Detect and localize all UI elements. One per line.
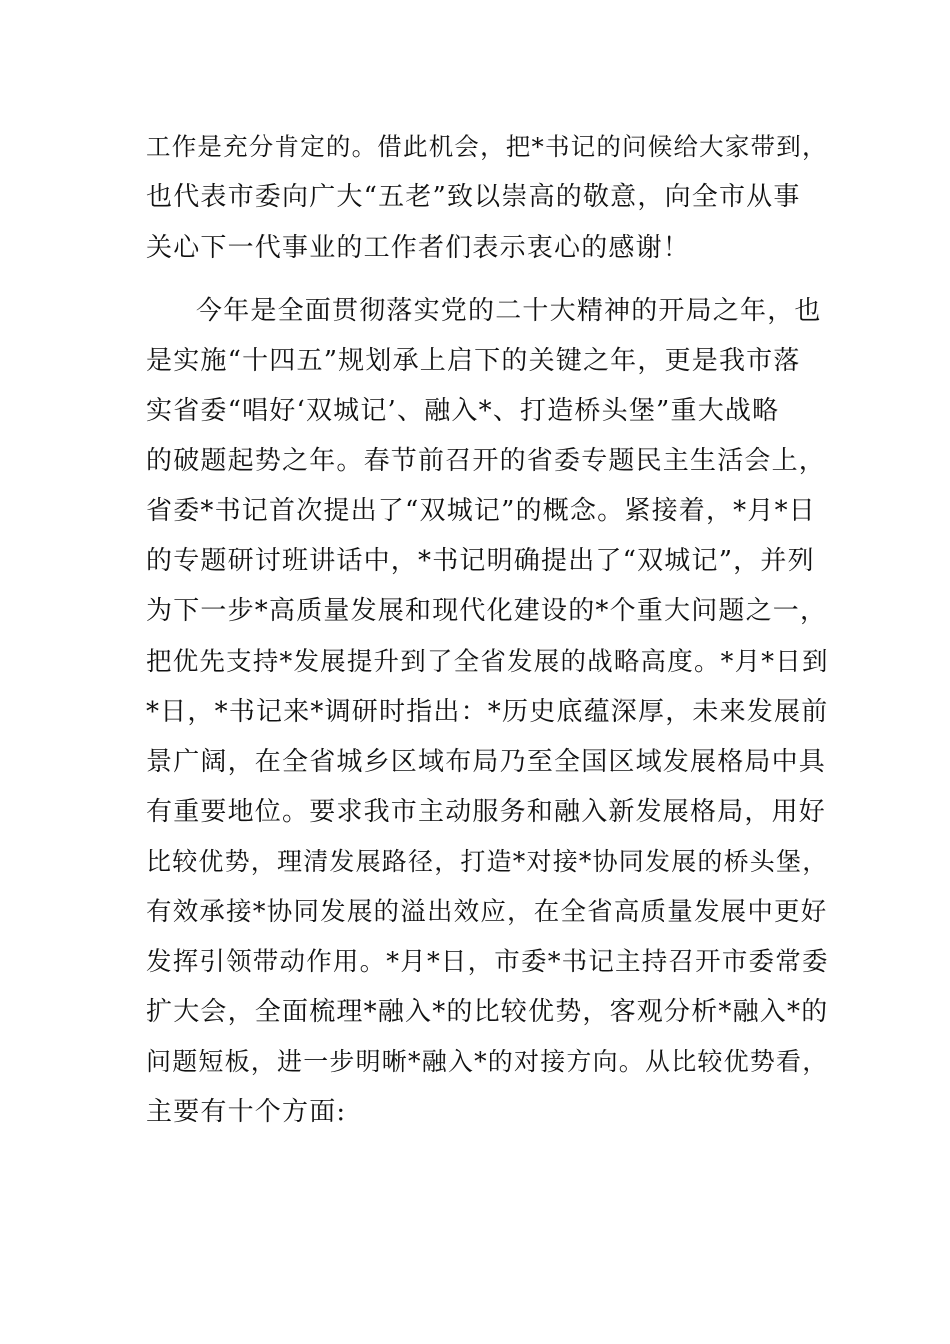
text-line: 省委*书记首次提出了“双城记”的概念。紧接着，*月*日 [146, 496, 816, 526]
text-line: 的专题研讨班讲话中，*书记明确提出了“双城记”，并列 [146, 546, 815, 576]
text-line: 把优先支持*发展提升到了全省发展的战略高度。*月*日到 [146, 647, 829, 677]
text-line: 关心下一代事业的工作者们表示衷心的感谢！ [146, 233, 691, 263]
text-line: 的破题起势之年。春节前召开的省委专题民主生活会上， [146, 446, 827, 476]
text-line: 实省委“唱好‘双城记’、融入*、打造桥头堡”重大战略 [146, 396, 780, 426]
text-line: 有效承接*协同发展的溢出效应，在全省高质量发展中更好 [146, 897, 828, 927]
text-line: 是实施“十四五”规划承上启下的关键之年，更是我市落 [146, 346, 801, 376]
text-line: 也代表市委向广大“五老”致以崇高的敬意，向全市从事 [146, 182, 801, 212]
text-line: 景广阔，在全省城乡区域布局乃至全国区域发展格局中具 [146, 747, 827, 777]
text-line: 工作是充分肯定的。借此机会，把*书记的问候给大家带到， [146, 132, 828, 161]
text-line: 有重要地位。要求我市主动服务和融入新发展格局，用好 [146, 797, 827, 827]
text-line: 发挥引领带动作用。*月*日，市委*书记主持召开市委常委 [146, 947, 829, 977]
text-line: 主要有十个方面: [146, 1097, 347, 1127]
text-line: 今年是全面贯彻落实党的二十大精神的开局之年，也 [196, 296, 822, 326]
text-line: 为下一步*高质量发展和现代化建设的*个重大问题之一， [146, 596, 828, 626]
text-line: 扩大会，全面梳理*融入*的比较优势，客观分析*融入*的 [146, 997, 829, 1027]
text-line: 问题短板，进一步明晰*融入*的对接方向。从比较优势看， [146, 1047, 829, 1076]
text-line: 比较优势，理清发展路径，打造*对接*协同发展的桥头堡， [146, 847, 829, 876]
text-line: *日，*书记来*调研时指出：*历史底蕴深厚，未来发展前 [146, 697, 829, 727]
